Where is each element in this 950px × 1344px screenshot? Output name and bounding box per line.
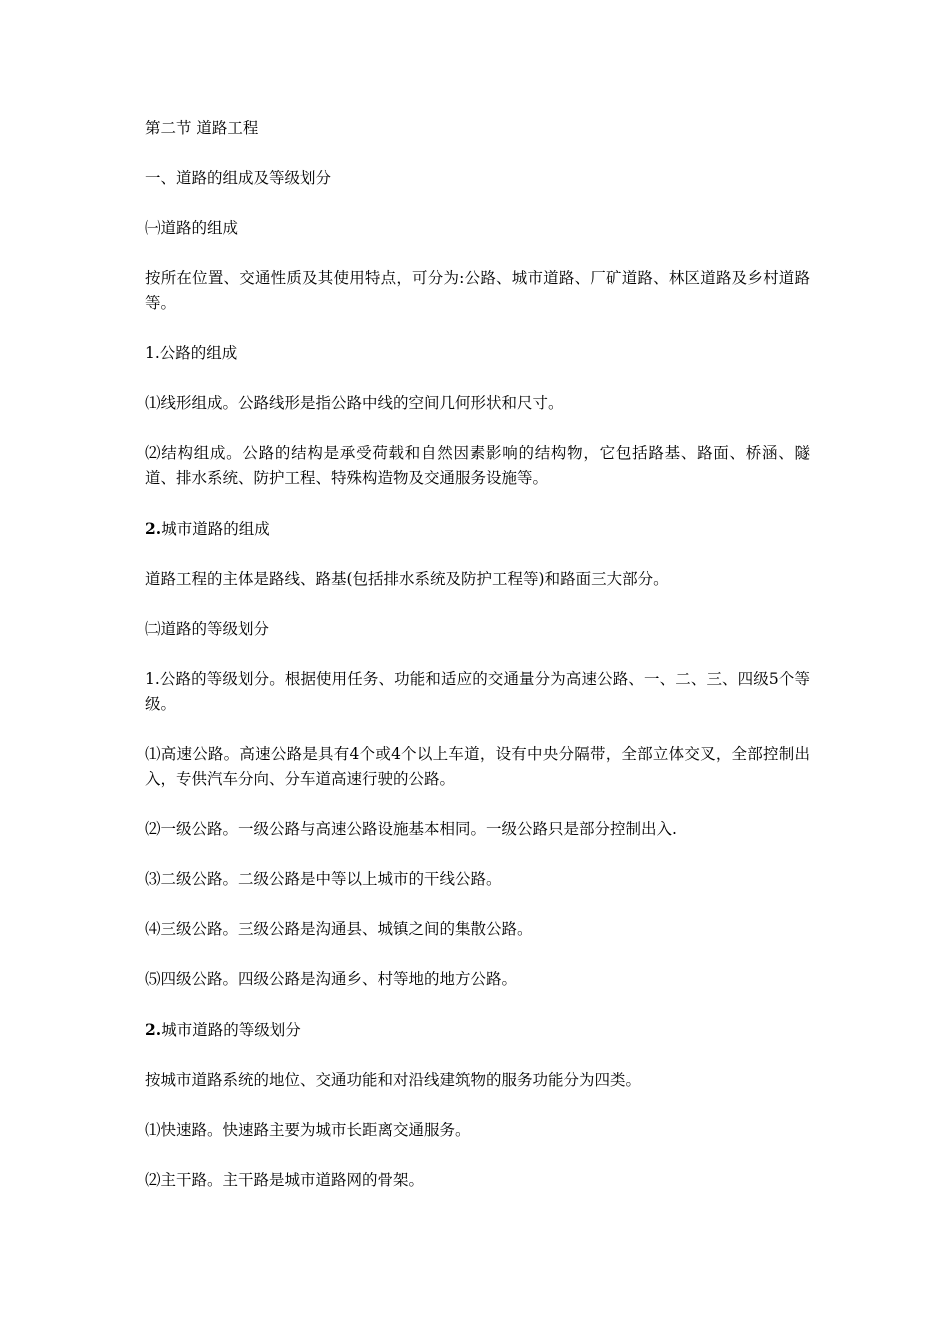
heading-1: 一、道路的组成及等级划分 xyxy=(145,169,332,187)
paragraph-urban-classification: 按城市道路系统的地位、交通功能和对沿线建筑物的服务功能分为四类。 xyxy=(145,1071,642,1089)
paragraph-fast-road: ⑴快速路。快速路主要为城市长距离交通服务。 xyxy=(145,1121,471,1139)
section-title: 第二节 道路工程 xyxy=(145,119,259,137)
paragraph-road-main-body: 道路工程的主体是路线、路基(包括排水系统及防护工程等)和路面三大部分。 xyxy=(145,570,669,588)
paragraph-highway-grades: 1.公路的等级划分。根据使用任务、功能和适应的交通量分为高速公路、一、二、三、四级5个等级。 xyxy=(145,670,810,713)
heading-highway-composition: 1.公路的组成 xyxy=(145,344,238,362)
paragraph-expressway: ⑴高速公路。高速公路是具有4个或4个以上车道，设有中央分隔带，全部立体交叉，全部控制出入，专供汽车分向、分车道高速行驶的公路。 xyxy=(145,745,810,788)
paragraph-structure: ⑵结构组成。公路的结构是承受荷载和自然因素影响的结构物，它包括路基、路面、桥涵、隧道、排水系统、防护工程、特殊构造物及交通服务设施等。 xyxy=(145,444,810,487)
heading-number: 2. xyxy=(145,519,162,538)
paragraph-third-class: ⑷三级公路。三级公路是沟通县、城镇之间的集散公路。 xyxy=(145,920,533,938)
paragraph-road-types: 按所在位置、交通性质及其使用特点，可分为:公路、城市道路、厂矿道路、林区道路及乡村道路等。 xyxy=(145,269,810,312)
heading-text: 城市道路的组成 xyxy=(161,520,270,538)
heading-urban-road-grades xyxy=(145,1017,810,1043)
paragraph-fourth-class: ⑸四级公路。四级公路是沟通乡、村等地的地方公路。 xyxy=(145,970,518,988)
heading-urban-road-composition xyxy=(145,516,810,542)
subheading-road-composition: ㈠道路的组成 xyxy=(145,219,239,237)
paragraph-main-road: ⑵主干路。主干路是城市道路网的骨架。 xyxy=(145,1171,425,1189)
heading-text: 城市道路的等级划分 xyxy=(161,1021,301,1039)
paragraph-first-class: ⑵一级公路。一级公路与高速公路设施基本相同。一级公路只是部分控制出入. xyxy=(145,820,677,838)
paragraph-second-class: ⑶二级公路。二级公路是中等以上城市的干线公路。 xyxy=(145,870,502,888)
subheading-road-grades: ㈡道路的等级划分 xyxy=(145,620,270,638)
paragraph-alignment: ⑴线形组成。公路线形是指公路中线的空间几何形状和尺寸。 xyxy=(145,394,564,412)
heading-number: 2. xyxy=(145,1020,162,1039)
document-body xyxy=(145,116,810,1218)
